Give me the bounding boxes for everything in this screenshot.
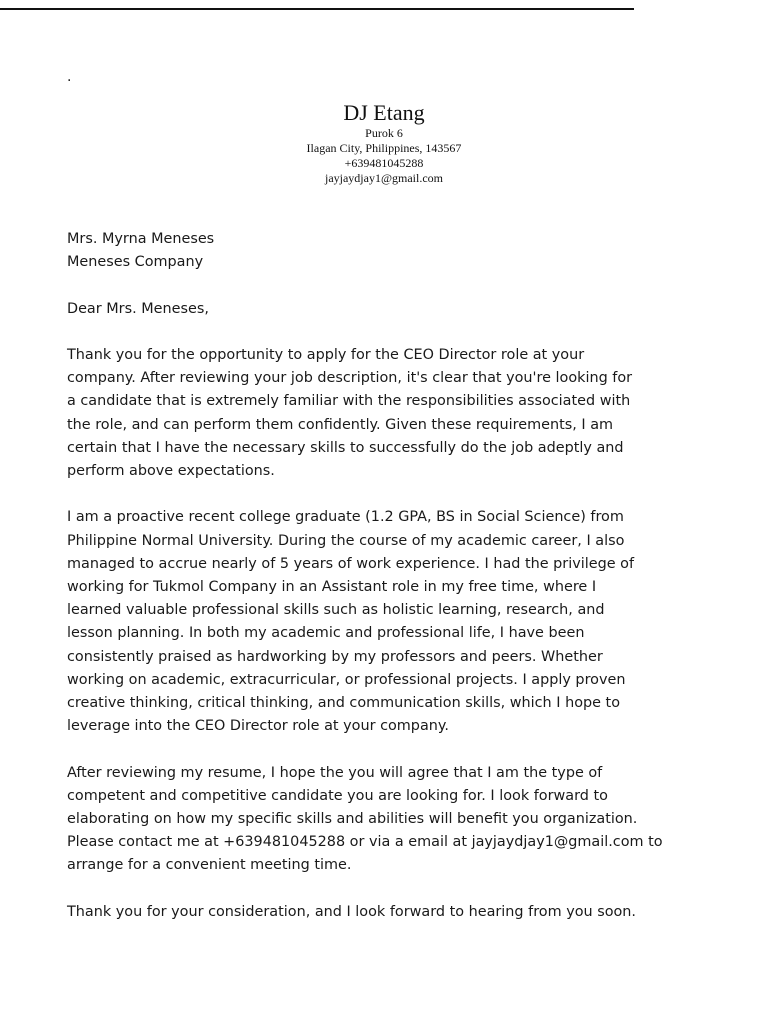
paragraph-line: competent and competitive candidate you are looking for. I look forward to <box>67 787 608 804</box>
salutation: Dear Mrs. Meneses, <box>67 300 209 317</box>
paragraph-4 <box>67 901 707 924</box>
paragraph-line: leverage into the CEO Director role at your company. <box>67 718 449 735</box>
paragraph-line: I am a proactive recent college graduate (1.2 GPA, BS in Social Science) from <box>67 509 624 526</box>
letter-body <box>67 228 707 924</box>
paragraph-line: creative thinking, critical thinking, and communication skills, which I hope to <box>67 695 621 712</box>
letterhead <box>0 100 768 186</box>
recipient-name: Mrs. Myrna Meneses <box>67 231 215 247</box>
paragraph-line: learned valuable professional skills such as holistic learning, research, and <box>67 602 605 619</box>
recipient-company: Meneses Company <box>67 254 204 271</box>
paragraph-line: company. After reviewing your job description, it's clear that you're looking for <box>67 370 633 387</box>
sender-name: DJ Etang <box>343 100 425 125</box>
paragraph-line: Please contact me at +639481045288 or via a email at jayjaydjay1@gmail.com to <box>67 834 663 851</box>
paragraph-2 <box>67 506 707 738</box>
paragraph-line: working on academic, extracurricular, or professional projects. I apply proven <box>67 671 626 688</box>
sender-address-line2: Ilagan City, Philippines, 143567 <box>306 141 462 155</box>
paragraph-line: the role, and can perform them confidently. Given these requirements, I am <box>67 416 614 433</box>
paragraph-line: Thank you for the opportunity to apply for the CEO Director role at your <box>67 346 585 363</box>
paragraph-line: Thank you for your consideration, and I look forward to hearing from you soon. <box>67 903 637 920</box>
paragraph-line: working for Tukmol Company in an Assistant role in my free time, where I <box>67 579 597 595</box>
paragraph-line: elaborating on how my specific skills and abilities will benefit you organization. <box>67 811 638 828</box>
paragraph-line: a candidate that is extremely familiar with the responsibilities associated with <box>67 393 631 410</box>
top-rule <box>0 8 634 10</box>
paragraph-line: Philippine Normal University. During the course of my academic career, I also <box>67 532 625 549</box>
paragraph-line: certain that I have the necessary skills to successfully do the job adeptly and <box>67 439 624 456</box>
paragraph-line: perform above expectations. <box>67 463 275 479</box>
paragraph-line: After reviewing my resume, I hope the you will agree that I am the type of <box>67 764 603 781</box>
leading-dot: . <box>67 69 72 85</box>
paragraph-3 <box>67 762 707 878</box>
paragraph-line: lesson planning. In both my academic and professional life, I have been <box>67 625 585 642</box>
paragraph-line: managed to accrue nearly of 5 years of work experience. I had the privilege of <box>67 555 635 572</box>
sender-phone: +639481045288 <box>344 156 424 170</box>
sender-address-line1: Purok 6 <box>365 126 403 140</box>
sender-email: jayjaydjay1@gmail.com <box>324 171 444 185</box>
paragraph-line: arrange for a convenient meeting time. <box>67 857 352 874</box>
paragraph-line: consistently praised as hardworking by my professors and peers. Whether <box>67 648 603 665</box>
paragraph-1 <box>67 344 707 483</box>
